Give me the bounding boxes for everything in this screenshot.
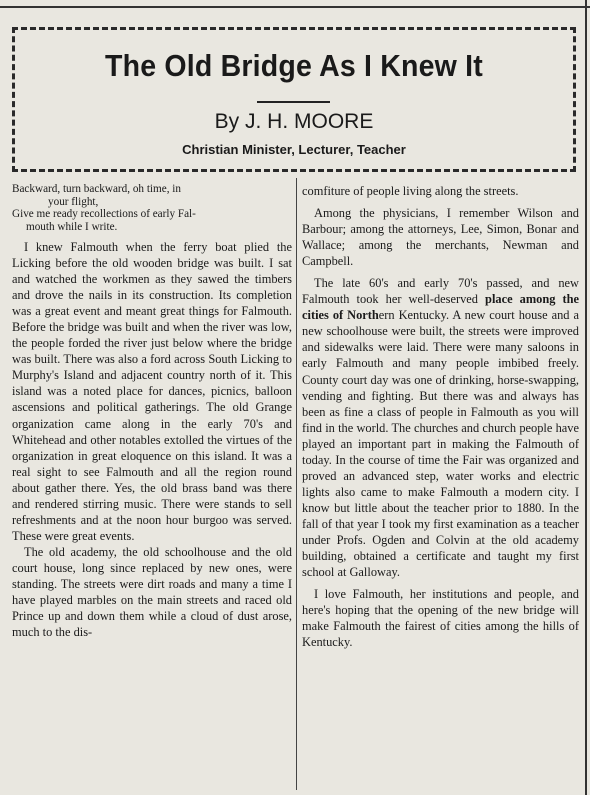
paragraph-text: ern Kentucky. A new court house and a new schoolhouse were built, the streets were improved and sidewalks were laid. There were many saloons in early Falmouth and many people imbibed freely. County court day was one of drinking, horse-swapping, vending and fighting. But there was and always has been as fine a class of people in Falmouth as you will find in the world. The churches and church people have played an important part in making the Falmouth of today. In the course of time the Fair was organized and proved an advanced step, water works and electric lights also came to make Falmouth a modern city. I know but little about the teacher prior to 1880. In the fall of that year I took my first examination as a teacher under Profs. Ogden and Colvin at the old academy building, obtained a certificate and taught my first school at Galloway.: [302, 308, 579, 580]
paragraph: I love Falmouth, her institutions and people, and here's hoping that the opening of the new bridge will make Falmouth the fairest of cities among the hills of Kentucky.: [302, 587, 579, 650]
headline-box: [12, 27, 576, 172]
paragraph: Among the physicians, I remember Wilson and Barbour; among the attorneys, Lee, Simon, Bonar and Wallace; among the merchants, Newman and Campbell.: [302, 206, 579, 269]
byline: By J. H. MOORE: [214, 110, 374, 133]
author-credentials: Christian Minister, Lecturer, Teacher: [182, 142, 406, 157]
left-column: [12, 183, 292, 640]
verse-line-2: your flight,: [48, 195, 99, 208]
paragraph: [302, 275, 579, 580]
verse-line-4: mouth while I write.: [26, 220, 118, 233]
top-rule: [0, 0, 590, 8]
title-underline: [257, 101, 330, 103]
right-rule: [585, 0, 587, 795]
verse-line-1: Backward, turn backward, oh time, in: [12, 183, 182, 195]
paragraph: The old academy, the old schoolhouse and the old court house, long since replaced by new ones, were standing. The streets were dirt roads and many a time I have played marbles on the main streets and raced old Prince up and down them while a cloud of dust arose, much to the dis-: [12, 544, 292, 640]
article-title: The Old Bridge As I Knew It: [105, 48, 483, 83]
verse-line-3: Give me ready recollections of early Fal-: [12, 208, 196, 220]
paragraph-text: The late 60's and early 70's passed, and new Falmouth took her well-deserved: [302, 276, 579, 307]
bold-phrase: place among the cities of North: [302, 292, 579, 323]
epigraph-verse: [12, 183, 292, 233]
right-column: [302, 183, 579, 650]
column-divider: [296, 178, 297, 790]
paragraph: I knew Falmouth when the ferry boat plied the Licking before the old wooden bridge was built. I sat and watched the workmen as they sawed the timbers and drove the nails in its construction. Its completion was a great event and meant great things for Falmouth. Before the bridge was built and when the river was low, the people forded the river just below where the bridge was built. There was also a ford across South Licking to Murphy's Island and adjacent country north of it. This island was a noted place for dances, picnics, balloon ascensions and political gatherings. The old Grange organization came along in the early 70's and Whitehead and other notables extolled the virtues of the organization in great eloquence on this island. It was a real sight to see Falmouth and all the region round about gather there. Yes, the old brass band was there and rendered stirring music. There were stands to sell refreshments and at the noon hour burgoo was served. These were great events.: [12, 240, 292, 543]
paragraph: comfiture of people living along the streets.: [302, 184, 519, 198]
